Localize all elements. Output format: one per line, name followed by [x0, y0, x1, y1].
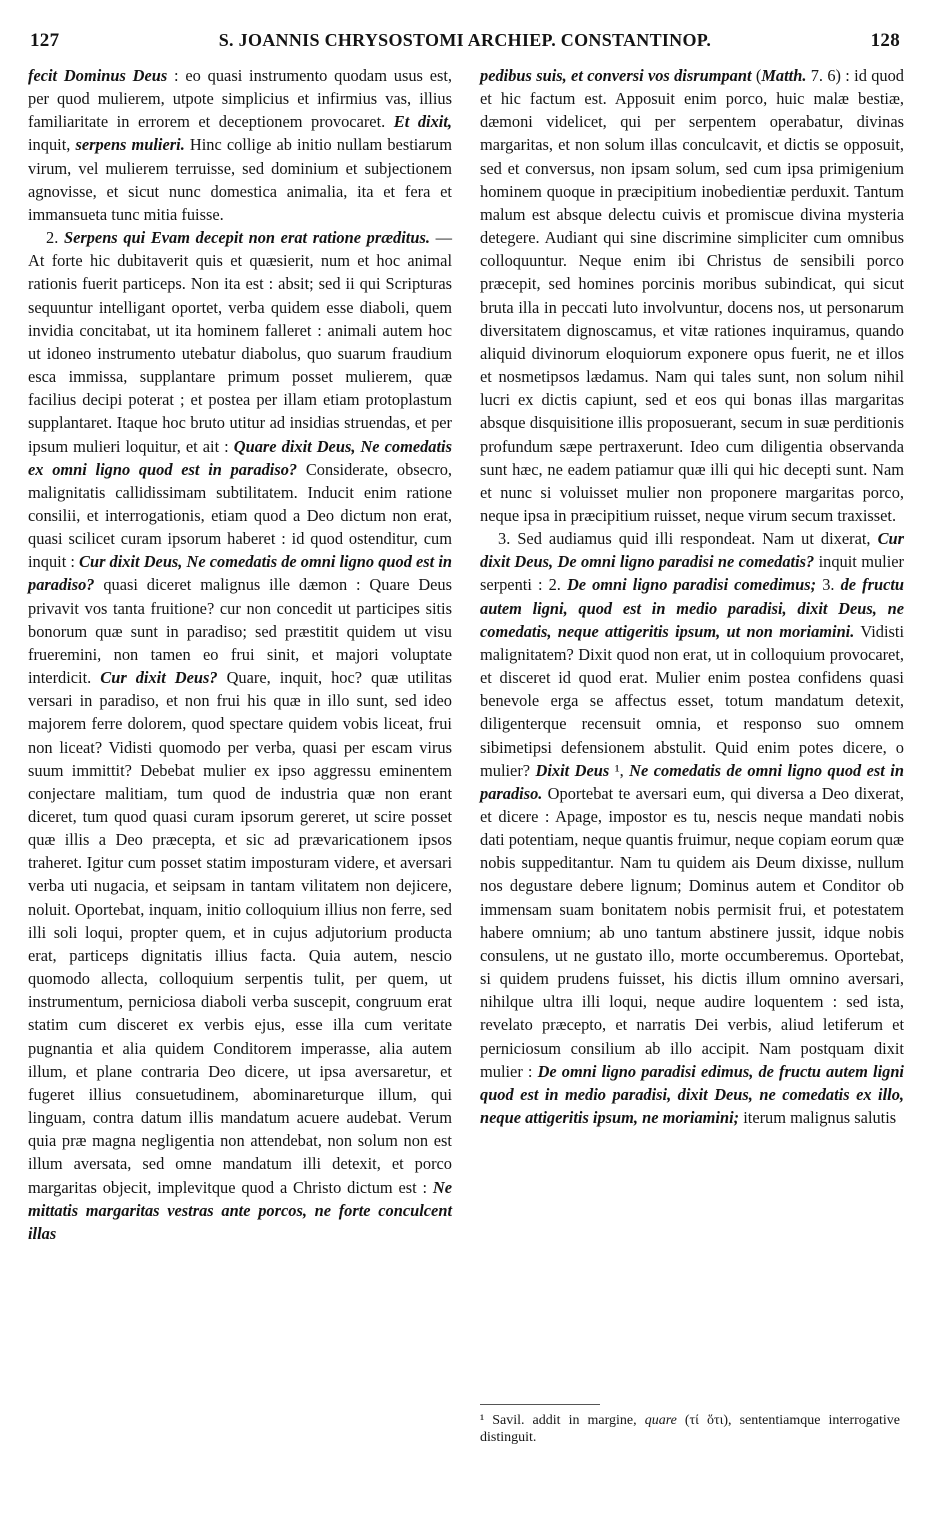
- text-run: inquit mulier serpenti : 2.: [480, 552, 904, 595]
- italic-text-run: De omni ligno paradisi comedimus;: [566, 575, 817, 595]
- footnote: [480, 1412, 900, 1446]
- italic-text-run: Dixit Deus: [535, 760, 610, 780]
- text-run: : eo quasi instrumento quodam usus est, per quod mulierem, utpote simplicius et infirmius vas, illius familiaritate in errorem et deceptionem provocaret.: [28, 66, 452, 132]
- italic-text-run: Et dixit,: [393, 112, 452, 132]
- running-header: [30, 30, 900, 56]
- text-run: —At forte hic dubitaverit quis et quæsierit, num et hoc animal rationis fuerit particeps. Non ita est : absit; sed ii qui Scripturas sequuntur intelligant oportet, verba quidem esse diaboli, quem invidia concitabat, ut ita hominem falleret : animali autem hoc ut idoneo instrumento utebatur diabolus, quo suarum fraudium esca immissa, supplantare primum posset mulierem, quæ facilius decipi poterat ; et postea per illam etiam protoplastum supplantaret. Itaque hoc bruto utitur ad insidias struendas, et per ipsum mulieri loquitur, et ait :: [28, 228, 452, 456]
- paragraph: [480, 64, 904, 527]
- text-run: Hinc collige ab initio nullam bestiarum virum, vel mulierem terruisse, sed dominium et subjectionem agnovisse, et sicut nunc domestica animalia, ita et fera et immansueta tunc mitia fuisse.: [28, 135, 452, 224]
- footnote-rule: [480, 1404, 600, 1405]
- paragraph: [28, 64, 452, 226]
- left-column: [28, 64, 452, 1245]
- text-run: inquit,: [28, 135, 76, 155]
- italic-text-run: Ne mittatis margaritas vestras ante porcos, ne forte conculcent illas: [28, 1177, 452, 1243]
- italic-text-run: Matth.: [761, 66, 807, 85]
- text-run: Considerate, obsecro, malignitatis callidissimam subtilitatem. Inducit enim ratione consilii, et interrogationis, etiam quod a Deo dictum non erat, quasi scilicet curam ipsorum haberet : id quod ostenditur, cum inquit :: [28, 459, 452, 572]
- italic-text-run: De omni ligno paradisi edimus, de fructu autem ligni quod est in medio paradisi, dixit Deus, ne comedatis ex illo, neque attigeritis ipsum, ne moriamini;: [480, 1061, 904, 1128]
- text-run: (: [751, 66, 762, 85]
- running-title: S. JOANNIS CHRYSOSTOMI ARCHIEP. CONSTANTINOP.: [218, 30, 712, 50]
- italic-text-run: Quare dixit Deus, Ne comedatis ex omni ligno quod est in paradiso?: [28, 436, 452, 479]
- text-run: 3.: [816, 575, 841, 595]
- italic-text-run: quare: [644, 1413, 677, 1428]
- text-run: Oportebat te aversari eum, qui diversa a Deo dixerat, et dicere : Apage, impostor es tu, nescis neque mandati nobis dati potentiam, neque quantis fruimur, neque copiam eorum quæ nobis suppeditantur. Nam tu quidem ais Deum dixisse, nullum nos degustare debere lignum; Dominus autem et Conditor ob immensam suam bonitatem nobis permisit frui, et potestatem habere omnium; ab uno tantum abstinere jussit, idque nobis consulens, ut ne gustato illo, morte occumberemus. Oportebat, si quidem prudens fuisset, his dictis illum omnino aversari, nihilque ultra illi loqui, neque audire loquentem : sed ista, revelato præcepto, et narratis Dei verbis, aliud letiferum et perniciosum consilium ab illo accipit. Nam postquam dixit mulier :: [480, 783, 904, 1081]
- text-run: Vidisti malignitatem? Dixit quod non erat, ut in colloquium provocaret, et disceret id quod erat. Mulier enim postea confidens quasi benevole erga se affectus esset, totum mandatum detexit, diligenterque recensuit omnia, et responso suo omnem sibimetipsi defensionem abstulit. Quid enim potes dicere, o mulier?: [480, 621, 904, 780]
- italic-text-run: pedibus suis, et conversi vos disrumpant: [480, 66, 752, 85]
- page-number-left: 127: [30, 30, 60, 51]
- text-run: 2.: [46, 228, 64, 248]
- italic-text-run: Serpens qui Evam decepit non erat ratione præditus.: [63, 228, 430, 248]
- paragraph: [28, 226, 452, 1245]
- italic-text-run: Cur dixit Deus, Ne comedatis de omni ligno quod est in paradiso?: [28, 552, 452, 595]
- italic-text-run: Cur dixit Deus?: [100, 668, 218, 688]
- italic-text-run: fecit Dominus Deus: [28, 66, 168, 85]
- text-run: 3. Sed audiamus quid illi respondeat. Nam ut dixerat,: [498, 529, 878, 549]
- text-run: (τί ὅτι), sententiamque interrogative distinguit.: [480, 1413, 900, 1445]
- text-run: ¹,: [609, 760, 630, 780]
- text-run: 7. 6) : id quod et hic factum est. Apposuit enim porco, huic malæ bestiæ, dæmoni videlicet, qui per serpentem operabatur, divinas margaritas, et non solum illas conculcavit, et dictis se opposuit, sed et conversus, non ipsam solum, sed cum ipsa primigenium hominem quoque in præcipitium inobedientiæ perduxit. Tantum malum est absque delectu cuivis et promiscue divina mysteria detegere. Audiant qui sine discrimine simpliciter cum omnibus colloquuntur. Neque enim ibi Christus de sensibili porco præcepit, sed homines porcinis moribus subindicat, qui sicut bruta illa in peccati luto involvuntur, docens nos, ut personarum diversitatem dignoscamus, et vitæ rationes inquiramus, quando aliquid divinorum eloquiorum exponere opus fuerit, ne et illos et nosmetipsos lædamus. Nam qui tales sunt, non solum nihil lucri ex dictis capiunt, sed et eos qui bonas illas margaritas absque disquisitione illis proposuerant, secum in suæ perditionis profundum sæpe pertraxerunt. Ideo cum diligentia observanda sunt hæc, ne eadem patiamur quæ illi qui hic decepti sunt. Nam et nunc si voluisset mulier non proponere margaritas porco, neque ipsa in præcipitium ruisset, neque virum secum traxisset.: [480, 66, 904, 525]
- italic-text-run: de fructu autem ligni, quod est in medio paradisi, dixit Deus, ne comedatis, neque attigeritis ipsum, ut non moriamini.: [480, 575, 905, 641]
- italic-text-run: serpens mulieri.: [75, 135, 185, 155]
- page-number-right: 128: [870, 30, 900, 51]
- text-run: quasi diceret malignus ille dæmon : Quare Deus privavit vos tanta fruitione? cur non concedit ut participes sitis bonorum quæ sunt in paradiso; sed præstitit quidem ut visu frueremini, non tamen eo frui sinit, et majori voluptate interdicit.: [28, 575, 452, 688]
- text-run: ¹ Savil. addit in margine,: [480, 1413, 645, 1428]
- text-run: Quare, inquit, hoc? quæ utilitas versari in paradiso, et non frui his quæ in illo sunt, sed ideo majorem ferre dolorem, quod spectare quidem vobis liceat, frui non liceat? Vidisti quomodo per verba, quasi per escam virus suum immittit? Debebat mulier ex ipso aggressu eminentem conjectare malitiam, tum quod de industria quæ non erant diceret, tum quod quasi curam ipsorum gereret, ut scire posset quæ illis a Deo præcepta, et sic ad prævaricationem ipsos traheret. Igitur cum posset statim imposturam videre, et aversari verba uti nugacia, et seipsam in tantam vilitatem non dejicere, noluit. Oportebat, inquam, initio colloquium illius non ferre, sed illi soli loqui, propter quem, et in cujus adjutorium producta erat, particeps dignitatis illius facta. Quia autem, nescio quomodo allecta, colloquium serpentis tulit, per quem, ut instrumentum, perniciosa diaboli verba suscepit, congruum erat statim cum disceret ex verbis ejus, esse illa cum veritate pugnantia et alia quidem Conditorem imperasse, alia autem illum, et plane contraria Deo dicere, ut ipsa aversaretur, et fugeret illius consuetudinem, abominareturque illum, qui linguam, contra datum illis mandatum acuere audebat. Verum quia præ magna negligentia non attendebat, non solum non est illum aversata, sed omne mandatum illi detexit, et porco margaritas objecit, implevitque quod a Christo dictum est :: [28, 668, 452, 1197]
- text-run: iterum malignus salutis: [739, 1108, 897, 1128]
- italic-text-run: Cur dixit Deus, De omni ligno paradisi ne comedatis?: [480, 529, 904, 572]
- italic-text-run: Ne comedatis de omni ligno quod est in paradiso.: [480, 760, 904, 803]
- paragraph: [480, 527, 904, 1129]
- right-column: [480, 64, 904, 1129]
